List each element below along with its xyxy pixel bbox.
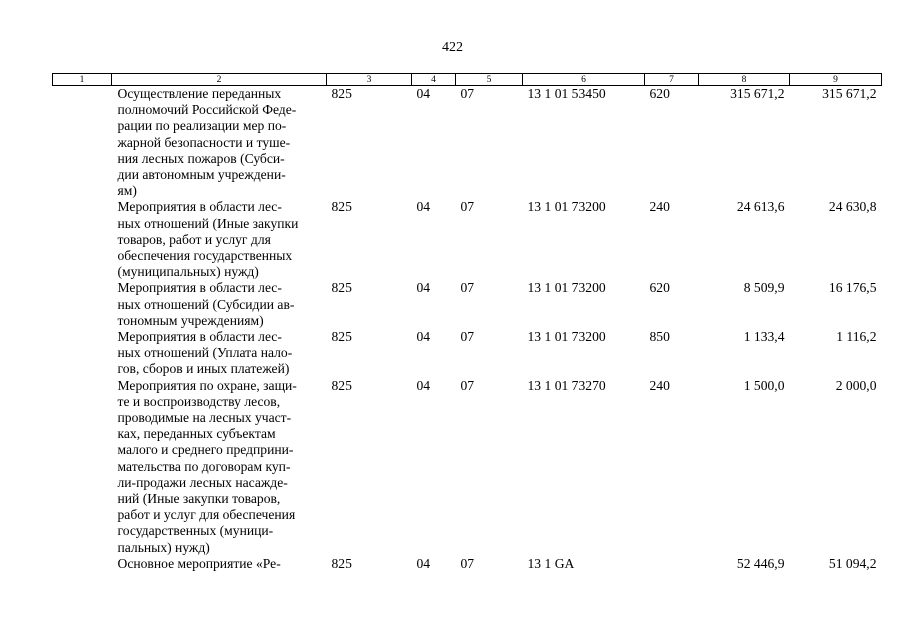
item-name-line: полномочий Российской Феде-: [117, 102, 297, 118]
item-name-line: дии автономным учреждени-: [117, 167, 286, 183]
item-name-line: рации по реализации мер по-: [117, 118, 287, 134]
section-code-cell: 04: [416, 555, 431, 571]
item-name-line: государственных (муници-: [117, 523, 274, 539]
item-name-line: малого и среднего предприни-: [117, 442, 294, 458]
table-row: [53, 329, 882, 378]
item-name-line: Осуществление переданных: [117, 86, 282, 101]
item-name-line: ках, переданных субъектам: [117, 426, 276, 442]
amount-year-1-cell: 1 133,4: [743, 329, 785, 345]
row-number-cell: [53, 329, 112, 378]
item-name-line: пальных) нужд): [117, 539, 210, 555]
item-name-line: ных отношений (Иные закупки: [117, 215, 299, 231]
item-name-line: жарной безопасности и туше-: [117, 134, 291, 150]
ministry-code-cell: 825: [331, 555, 352, 571]
column-header-9: 9: [790, 74, 882, 86]
amount-year-2-cell: 16 176,5: [828, 280, 877, 296]
item-name-line: те и воспроизводству лесов,: [117, 393, 281, 409]
column-header-4: 4: [412, 74, 456, 86]
row-number-cell: [53, 378, 112, 556]
amount-year-2-cell: 24 630,8: [828, 199, 877, 215]
target-article-cell: 13 1 01 73200: [527, 280, 606, 296]
amount-year-1-cell: 8 509,9: [743, 280, 785, 296]
subsection-code-cell: 07: [460, 86, 475, 101]
target-article-cell: 13 1 GA: [527, 555, 575, 571]
item-name-line: проводимые на лесных участ-: [117, 410, 292, 426]
item-name-cell: [112, 199, 327, 280]
target-article-cell: 13 1 01 73200: [527, 199, 606, 215]
row-number-cell: [53, 556, 112, 572]
section-code-cell: 04: [416, 86, 431, 101]
item-name-cell: [112, 378, 327, 556]
item-name-line: ям): [117, 183, 137, 199]
item-name-cell: [112, 556, 327, 572]
amount-year-2-cell: 315 671,2: [822, 86, 877, 101]
item-name-line: ных отношений (Субсидии ав-: [117, 296, 295, 312]
target-article-cell: 13 1 01 73270: [527, 377, 606, 393]
ministry-code-cell: 825: [331, 199, 352, 215]
expense-type-cell: 240: [649, 199, 670, 215]
item-name-line: ли-продажи лесных насажде-: [117, 474, 288, 490]
section-code-cell: 04: [416, 280, 431, 296]
row-number-cell: [53, 280, 112, 329]
amount-year-1-cell: 315 671,2: [730, 86, 785, 101]
item-name-line: мательства по договорам куп-: [117, 458, 291, 474]
column-header-1: 1: [53, 74, 112, 86]
column-header-3: 3: [327, 74, 412, 86]
item-name-line: ных отношений (Уплата нало-: [117, 345, 293, 361]
column-header-2: 2: [112, 74, 327, 86]
subsection-code-cell: 07: [460, 555, 475, 571]
item-name-line: ний (Иные закупки товаров,: [117, 491, 281, 507]
table-row: [53, 378, 882, 556]
section-code-cell: 04: [416, 377, 431, 393]
amount-year-2-cell: 1 116,2: [836, 329, 877, 345]
subsection-code-cell: 07: [460, 329, 475, 345]
item-name-cell: [112, 329, 327, 378]
column-header-8: 8: [699, 74, 790, 86]
amount-year-2-cell: 2 000,0: [835, 377, 877, 393]
subsection-code-cell: 07: [460, 199, 475, 215]
column-number-header-row: [53, 74, 882, 86]
row-number-cell: [53, 86, 112, 200]
item-name-line: Мероприятия в области лес-: [117, 329, 282, 345]
budget-table: [52, 73, 882, 572]
item-name-line: гов, сборов и иных платежей): [117, 361, 290, 377]
item-name-line: работ и услуг для обеспечения: [117, 507, 296, 523]
subsection-code-cell: 07: [460, 280, 475, 296]
expense-type-cell: 620: [649, 86, 670, 101]
expense-type-cell: [645, 556, 699, 572]
item-name-line: Мероприятия в области лес-: [117, 199, 282, 215]
row-number-cell: [53, 199, 112, 280]
item-name-line: Мероприятия в области лес-: [117, 280, 282, 296]
expense-type-cell: 620: [649, 280, 670, 296]
target-article-cell: 13 1 01 73200: [527, 329, 606, 345]
table-row: [53, 86, 882, 200]
item-name-line: (муниципальных) нужд): [117, 264, 259, 280]
amount-year-2-cell: 51 094,2: [828, 555, 877, 571]
item-name-line: товаров, работ и услуг для: [117, 231, 271, 247]
item-name-line: Основное мероприятие «Ре-: [117, 555, 281, 571]
ministry-code-cell: 825: [331, 86, 352, 101]
column-header-7: 7: [645, 74, 699, 86]
ministry-code-cell: 825: [331, 280, 352, 296]
column-header-6: 6: [523, 74, 645, 86]
item-name-cell: [112, 280, 327, 329]
ministry-code-cell: 825: [331, 329, 352, 345]
subsection-code-cell: 07: [460, 377, 475, 393]
expense-type-cell: 240: [649, 377, 670, 393]
table-row: [53, 199, 882, 280]
item-name-line: тономным учреждениям): [117, 312, 264, 328]
table-row: [53, 280, 882, 329]
target-article-cell: 13 1 01 53450: [527, 86, 606, 101]
amount-year-1-cell: 52 446,9: [736, 555, 785, 571]
item-name-line: обеспечения государственных: [117, 248, 293, 264]
section-code-cell: 04: [416, 199, 431, 215]
expense-type-cell: 850: [649, 329, 670, 345]
item-name-line: Мероприятия по охране, защи-: [117, 377, 297, 393]
section-code-cell: 04: [416, 329, 431, 345]
table-body: [53, 86, 882, 573]
item-name-cell: [112, 86, 327, 200]
page-number: 422: [442, 40, 463, 55]
column-header-5: 5: [456, 74, 523, 86]
amount-year-1-cell: 24 613,6: [736, 199, 785, 215]
ministry-code-cell: 825: [331, 377, 352, 393]
table-row: [53, 556, 882, 572]
amount-year-1-cell: 1 500,0: [743, 377, 785, 393]
item-name-line: ния лесных пожаров (Субси-: [117, 150, 285, 166]
